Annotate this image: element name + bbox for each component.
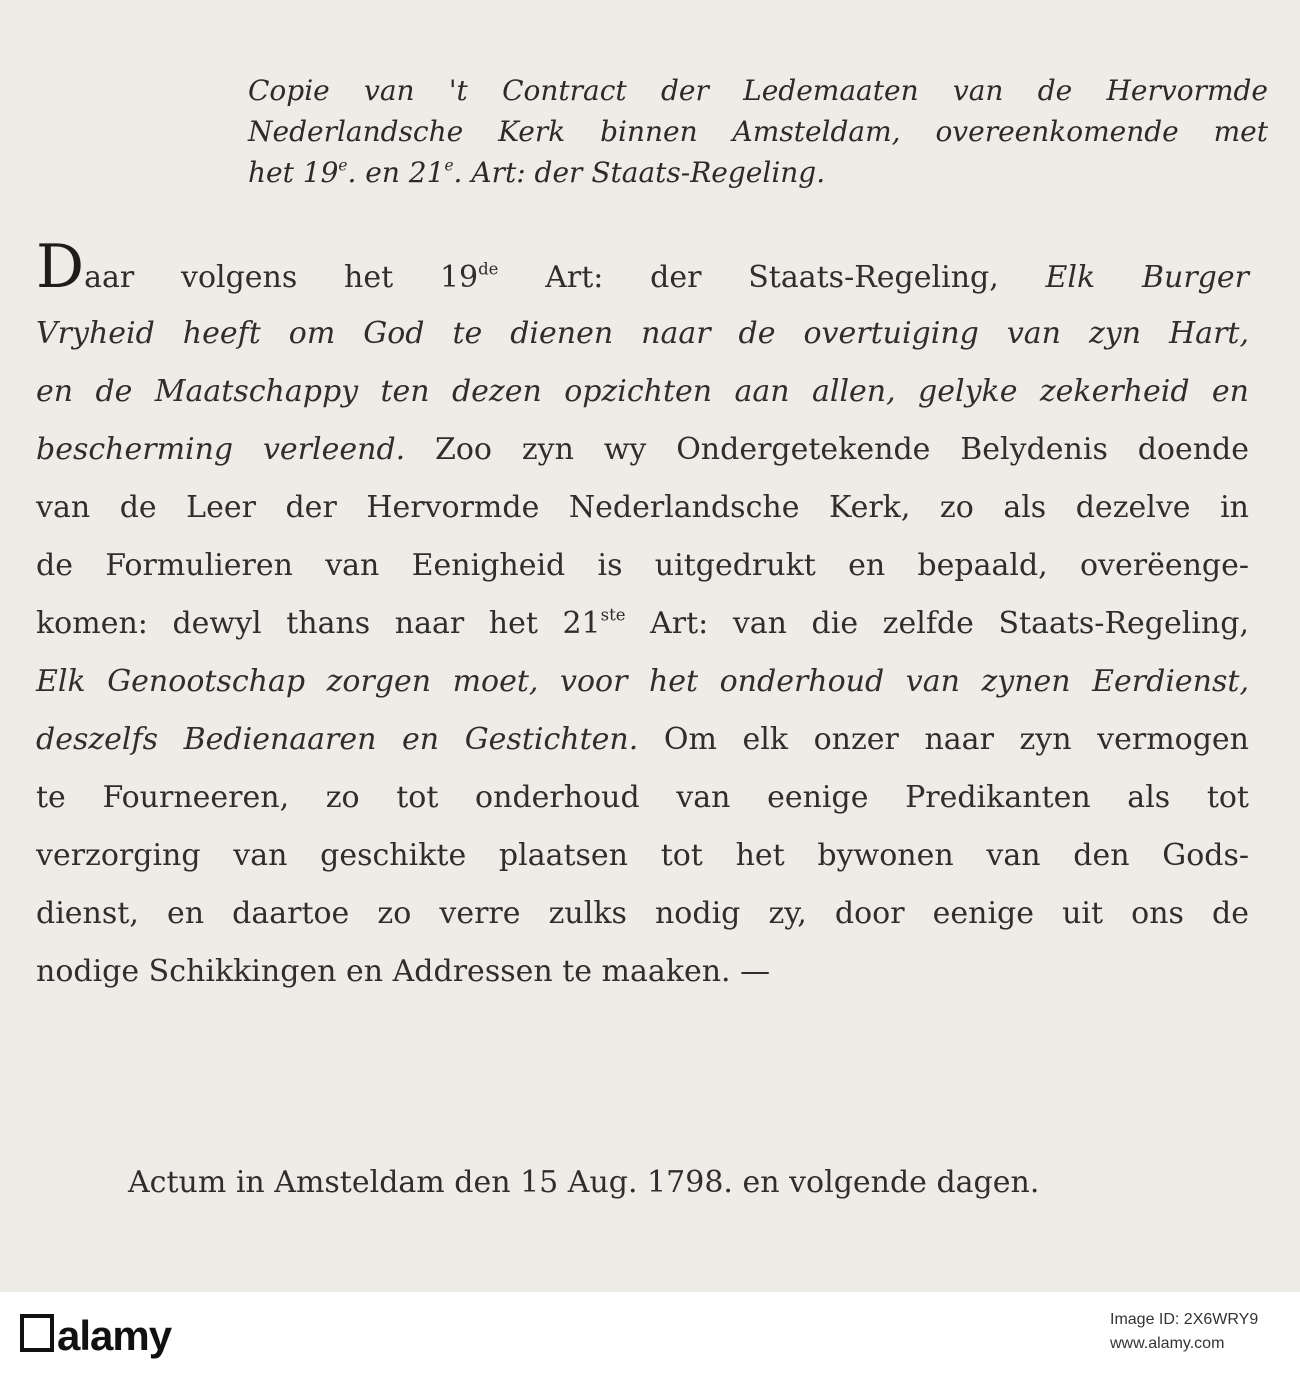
body-line-11-text: verzorging van geschikte plaatsen tot het bywonen van den Gods- <box>36 838 1249 873</box>
body-line-9 <box>36 711 1249 769</box>
body-line-2 <box>36 305 1249 363</box>
heading-line-2-text: Nederlandsche Kerk binnen Amsteldam, overeenkomende met <box>248 115 1268 148</box>
body-line-1-part-b: Art: der Staats-Regeling, <box>498 260 1046 295</box>
drop-cap: D <box>36 232 85 302</box>
heading-line-2 <box>248 111 1268 152</box>
heading-superscript-2: e <box>444 156 454 175</box>
body-line-11 <box>36 827 1249 885</box>
body-line-8-text: Elk Genootschap zorgen moet, voor het onderhoud van zynen Eerdienst, <box>36 664 1249 699</box>
image-id-block <box>1110 1308 1258 1356</box>
body-line-6-text: de Formulieren van Eenigheid is uitgedrukt en bepaald, overëenge- <box>36 548 1249 583</box>
body-line-12 <box>36 885 1249 943</box>
body-line-7 <box>36 595 1249 653</box>
body-line-1 <box>36 232 1249 305</box>
body-line-4-italic: bescherming verleend. <box>36 432 406 467</box>
body-line-8 <box>36 653 1249 711</box>
body-line-10-text: te Fourneeren, zo tot onderhoud van eenige Predikanten als tot <box>36 780 1249 815</box>
heading-line-3-part-c: . Art: der Staats-Regeling. <box>453 156 826 189</box>
document-body <box>36 232 1249 1001</box>
heading-line-3-part-b: . en 21 <box>347 156 445 189</box>
logo-square-icon <box>20 1314 54 1352</box>
body-line-13 <box>36 943 1249 1001</box>
heading-line-3-part-a: het 19 <box>248 156 339 189</box>
body-line-5 <box>36 479 1249 537</box>
body-line-1-part-a: aar volgens het 19 <box>84 260 479 295</box>
body-line-1-superscript: de <box>478 259 499 279</box>
body-line-7-part-a: komen: dewyl thans naar het 21 <box>36 606 601 641</box>
alamy-logo-text: alamy <box>57 1312 172 1359</box>
watermark-footer <box>0 1292 1300 1380</box>
document-heading <box>248 70 1268 193</box>
heading-line-3 <box>248 152 1268 193</box>
body-line-9-text: Om elk onzer naar zyn vermogen <box>638 722 1249 757</box>
body-line-7-part-b: Art: van die zelfde Staats-Regeling, <box>625 606 1249 641</box>
body-line-5-text: van de Leer der Hervormde Nederlandsche Kerk, zo als dezelve in <box>36 490 1249 525</box>
body-line-4-text: Zoo zyn wy Ondergetekende Belydenis doende <box>405 432 1249 467</box>
body-line-9-italic: deszelfs Bedienaaren en Gestichten. <box>36 722 639 757</box>
body-line-3 <box>36 363 1249 421</box>
body-line-4 <box>36 421 1249 479</box>
body-line-13-text: nodige Schikkingen en Addressen te maaken. — <box>36 954 771 989</box>
alamy-logo <box>20 1313 171 1359</box>
body-line-2-text: Vryheid heeft om God te dienen naar de overtuiging van zyn Hart, <box>36 316 1249 351</box>
body-line-1-italic: Elk Burger <box>1045 260 1249 295</box>
body-line-6 <box>36 537 1249 595</box>
heading-line-1-text: Copie van 't Contract der Ledemaaten van de Hervormde <box>248 74 1268 107</box>
watermark-url: www.alamy.com <box>1110 1335 1225 1352</box>
heading-line-1 <box>248 70 1268 111</box>
actum-line: Actum in Amsteldam den 15 Aug. 1798. en volgende dagen. <box>128 1165 1040 1200</box>
body-line-3-text: en de Maatschappy ten dezen opzichten aan allen, gelyke zekerheid en <box>36 374 1249 409</box>
body-line-10 <box>36 769 1249 827</box>
image-id: Image ID: 2X6WRY9 <box>1110 1311 1259 1328</box>
body-line-12-text: dienst, en daartoe zo verre zulks nodig zy, door eenige uit ons de <box>36 896 1249 931</box>
body-line-7-superscript: ste <box>600 605 626 625</box>
heading-superscript-1: e <box>338 156 348 175</box>
